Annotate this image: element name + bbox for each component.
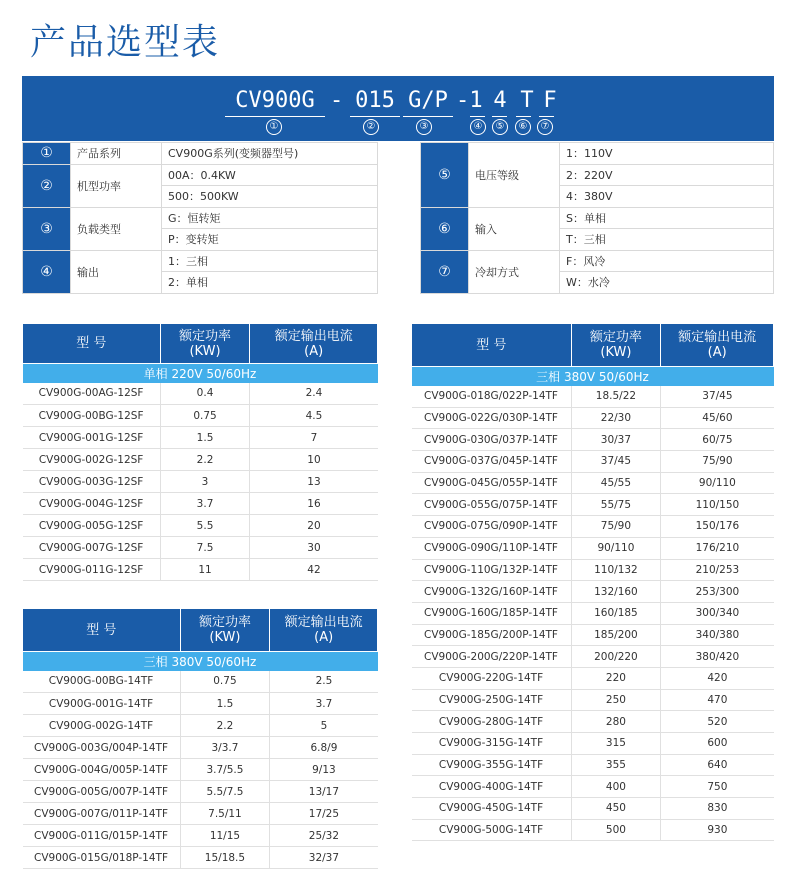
table-cell: 5.5/7.5 — [180, 781, 270, 803]
table-row — [412, 646, 774, 668]
table-subheader: 单相 220V 50/60Hz — [23, 364, 378, 383]
table-row — [412, 776, 774, 798]
table-cell: 75/90 — [661, 451, 774, 473]
table-cell: 420 — [661, 667, 774, 689]
table-row — [412, 581, 774, 603]
column-header-current: 额定输出电流 (A) — [250, 324, 378, 364]
table-cell: 200/220 — [571, 646, 661, 668]
spec-value: P：变转矩 — [162, 229, 378, 251]
table-cell: 7.5 — [160, 537, 250, 559]
table-cell: CV900G-200G/220P-14TF — [412, 646, 572, 668]
model-code-part: T — [520, 88, 534, 113]
table-cell: 45/60 — [661, 407, 774, 429]
single-phase-220v-table — [22, 323, 378, 581]
table-row — [23, 427, 378, 449]
table-cell: CV900G-250G-14TF — [412, 689, 572, 711]
table-row — [412, 429, 774, 451]
page-title: 产品选型表 — [30, 22, 221, 63]
table-cell: 2.5 — [270, 671, 378, 693]
table-cell: CV900G-007G/011P-14TF — [23, 803, 181, 825]
table-cell: CV900G-132G/160P-14TF — [412, 581, 572, 603]
three-phase-380v-table-small — [22, 608, 378, 869]
model-code-part: 4 — [493, 88, 507, 113]
spec-value: G：恒转矩 — [162, 207, 378, 229]
table-cell: 300/340 — [661, 602, 774, 624]
table-cell: CV900G-355G-14TF — [412, 754, 572, 776]
table-row — [23, 405, 378, 427]
table-row — [412, 798, 774, 820]
table-cell: 37/45 — [571, 451, 661, 473]
table-row — [23, 781, 378, 803]
table-cell: 1.5 — [160, 427, 250, 449]
table-row — [23, 737, 378, 759]
table-cell: 400 — [571, 776, 661, 798]
table-cell: 3/3.7 — [180, 737, 270, 759]
spec-label: 输出 — [71, 250, 162, 293]
table-row — [23, 493, 378, 515]
table-cell: CV900G-045G/055P-14TF — [412, 472, 572, 494]
table-cell: 930 — [661, 819, 774, 841]
table-cell: 9/13 — [270, 759, 378, 781]
model-code-part: - — [456, 88, 470, 113]
table-cell: 750 — [661, 776, 774, 798]
table-row — [412, 602, 774, 624]
table-row — [412, 407, 774, 429]
table-cell: 90/110 — [661, 472, 774, 494]
table-cell: CV900G-011G-12SF — [23, 559, 161, 581]
spec-value: 2：单相 — [162, 272, 378, 294]
table-cell: 110/150 — [661, 494, 774, 516]
spec-number: ① — [23, 143, 71, 165]
model-code-underline — [350, 116, 400, 117]
table-cell: 500 — [571, 819, 661, 841]
model-code-marker: ⑥ — [515, 119, 531, 135]
table-cell: CV900G-090G/110P-14TF — [412, 537, 572, 559]
table-cell: CV900G-001G-12SF — [23, 427, 161, 449]
table-row — [23, 715, 378, 737]
table-row — [412, 494, 774, 516]
model-code-underline — [225, 116, 325, 117]
table-cell: 355 — [571, 754, 661, 776]
table-row — [23, 559, 378, 581]
model-code-marker: ⑦ — [537, 119, 553, 135]
table-cell: CV900G-220G-14TF — [412, 667, 572, 689]
table-cell: 7 — [250, 427, 378, 449]
spec-value: T：三相 — [560, 229, 774, 251]
spec-value: F：风冷 — [560, 250, 774, 272]
model-code-part: CV900G — [235, 88, 315, 113]
table-cell: 20 — [250, 515, 378, 537]
table-cell: CV900G-002G-14TF — [23, 715, 181, 737]
table-cell: 600 — [661, 733, 774, 755]
spec-value: 00A：0.4KW — [162, 164, 378, 186]
spec-number: ② — [23, 164, 71, 207]
table-cell: 2.2 — [180, 715, 270, 737]
table-cell: 132/160 — [571, 581, 661, 603]
column-header-power: 额定功率 (KW) — [571, 324, 661, 367]
model-code-underline — [539, 116, 554, 117]
table-cell: 110/132 — [571, 559, 661, 581]
table-row — [23, 803, 378, 825]
table-row — [23, 471, 378, 493]
model-code-part: F — [543, 88, 557, 113]
table-cell: 60/75 — [661, 429, 774, 451]
table-row — [23, 537, 378, 559]
table-cell: 15/18.5 — [180, 847, 270, 869]
table-cell: CV900G-007G-12SF — [23, 537, 161, 559]
spec-label: 电压等级 — [469, 143, 560, 208]
table-subheader: 三相 380V 50/60Hz — [412, 367, 774, 386]
table-row — [23, 383, 378, 405]
table-cell: CV900G-005G/007P-14TF — [23, 781, 181, 803]
model-code-marker: ② — [363, 119, 379, 135]
model-code-part: - — [330, 88, 344, 113]
table-cell: 5 — [270, 715, 378, 737]
table-cell: 250 — [571, 689, 661, 711]
spec-value: CV900G系列(变频器型号) — [162, 143, 378, 165]
table-cell: 22/30 — [571, 407, 661, 429]
table-cell: 13/17 — [270, 781, 378, 803]
table-cell: 30/37 — [571, 429, 661, 451]
table-cell: 3.7 — [270, 693, 378, 715]
table-cell: CV900G-004G-12SF — [23, 493, 161, 515]
table-cell: 7.5/11 — [180, 803, 270, 825]
table-cell: 253/300 — [661, 581, 774, 603]
table-cell: 160/185 — [571, 602, 661, 624]
table-cell: 450 — [571, 798, 661, 820]
table-header-row — [412, 324, 774, 367]
table-cell: 830 — [661, 798, 774, 820]
table-row — [23, 825, 378, 847]
table-cell: 150/176 — [661, 516, 774, 538]
table-cell: 2.4 — [250, 383, 378, 405]
table-cell: CV900G-160G/185P-14TF — [412, 602, 572, 624]
column-header-power: 额定功率 (KW) — [180, 609, 270, 652]
table-cell: 1.5 — [180, 693, 270, 715]
table-row — [412, 472, 774, 494]
table-row — [23, 693, 378, 715]
table-cell: CV900G-280G-14TF — [412, 711, 572, 733]
table-cell: 75/90 — [571, 516, 661, 538]
spec-number: ③ — [23, 207, 71, 250]
table-row — [412, 754, 774, 776]
table-cell: 45/55 — [571, 472, 661, 494]
table-cell: 17/25 — [270, 803, 378, 825]
table-cell: 3.7 — [160, 493, 250, 515]
table-cell: 280 — [571, 711, 661, 733]
model-code-part: 1 — [469, 88, 483, 113]
column-header-model: 型 号 — [23, 609, 181, 652]
table-cell: CV900G-185G/200P-14TF — [412, 624, 572, 646]
table-cell: 0.75 — [180, 671, 270, 693]
table-cell: 42 — [250, 559, 378, 581]
model-code-underline — [403, 116, 453, 117]
table-cell: 4.5 — [250, 405, 378, 427]
table-cell: 2.2 — [160, 449, 250, 471]
table-cell: 3.7/5.5 — [180, 759, 270, 781]
column-header-model: 型 号 — [412, 324, 572, 367]
spec-value: W：水冷 — [560, 272, 774, 294]
table-cell: 210/253 — [661, 559, 774, 581]
column-header-current: 额定输出电流 (A) — [661, 324, 774, 367]
table-cell: CV900G-037G/045P-14TF — [412, 451, 572, 473]
table-row — [412, 689, 774, 711]
model-code-marker: ① — [266, 119, 282, 135]
column-header-power: 额定功率 (KW) — [160, 324, 250, 364]
table-row — [23, 671, 378, 693]
table-cell: 18.5/22 — [571, 386, 661, 408]
table-cell: CV900G-001G-14TF — [23, 693, 181, 715]
table-cell: CV900G-004G/005P-14TF — [23, 759, 181, 781]
spec-label: 输入 — [469, 207, 560, 250]
table-cell: CV900G-022G/030P-14TF — [412, 407, 572, 429]
model-code-part: G/P — [408, 88, 448, 113]
table-cell: 520 — [661, 711, 774, 733]
table-row — [23, 847, 378, 869]
model-code-underline — [516, 116, 531, 117]
table-cell: 11 — [160, 559, 250, 581]
model-code-underline — [470, 116, 485, 117]
table-cell: 30 — [250, 537, 378, 559]
table-cell: 90/110 — [571, 537, 661, 559]
table-cell: CV900G-003G/004P-14TF — [23, 737, 181, 759]
table-row — [412, 386, 774, 408]
table-cell: 5.5 — [160, 515, 250, 537]
table-row — [412, 711, 774, 733]
table-cell: CV900G-500G-14TF — [412, 819, 572, 841]
column-header-model: 型 号 — [23, 324, 161, 364]
table-cell: CV900G-018G/022P-14TF — [412, 386, 572, 408]
table-cell: 11/15 — [180, 825, 270, 847]
table-cell: 380/420 — [661, 646, 774, 668]
three-phase-380v-table-large — [411, 323, 774, 841]
table-cell: CV900G-075G/090P-14TF — [412, 516, 572, 538]
table-cell: 32/37 — [270, 847, 378, 869]
table-cell: 640 — [661, 754, 774, 776]
table-cell: 315 — [571, 733, 661, 755]
table-cell: 3 — [160, 471, 250, 493]
table-cell: 0.4 — [160, 383, 250, 405]
spec-number: ④ — [23, 250, 71, 293]
table-cell: CV900G-400G-14TF — [412, 776, 572, 798]
spec-value: 4：380V — [560, 186, 774, 208]
model-code-marker: ③ — [416, 119, 432, 135]
table-cell: 16 — [250, 493, 378, 515]
table-row — [412, 516, 774, 538]
table-cell: CV900G-030G/037P-14TF — [412, 429, 572, 451]
table-cell: CV900G-00BG-14TF — [23, 671, 181, 693]
spec-label: 机型功率 — [71, 164, 162, 207]
table-cell: 25/32 — [270, 825, 378, 847]
table-cell: CV900G-00AG-12SF — [23, 383, 161, 405]
table-cell: 6.8/9 — [270, 737, 378, 759]
spec-value: 1：三相 — [162, 250, 378, 272]
spec-value: 500：500KW — [162, 186, 378, 208]
table-cell: 220 — [571, 667, 661, 689]
spec-number: ⑦ — [421, 250, 469, 293]
table-row — [23, 759, 378, 781]
table-row — [412, 451, 774, 473]
table-row — [412, 624, 774, 646]
table-row — [23, 449, 378, 471]
spec-value: S：单相 — [560, 207, 774, 229]
table-row — [412, 559, 774, 581]
table-cell: 470 — [661, 689, 774, 711]
table-cell: 185/200 — [571, 624, 661, 646]
table-header-row — [23, 609, 378, 652]
table-cell: 340/380 — [661, 624, 774, 646]
model-code-marker: ④ — [470, 119, 486, 135]
spec-number: ⑤ — [421, 143, 469, 208]
model-code-marker: ⑤ — [492, 119, 508, 135]
table-cell: 13 — [250, 471, 378, 493]
table-cell: CV900G-315G-14TF — [412, 733, 572, 755]
spec-table-right — [420, 142, 774, 294]
model-code-underline — [492, 116, 507, 117]
table-cell: 176/210 — [661, 537, 774, 559]
table-cell: 10 — [250, 449, 378, 471]
model-code-part: 015 — [355, 88, 395, 113]
table-header-row — [23, 324, 378, 364]
table-cell: CV900G-110G/132P-14TF — [412, 559, 572, 581]
table-cell: CV900G-015G/018P-14TF — [23, 847, 181, 869]
table-cell: 37/45 — [661, 386, 774, 408]
spec-label: 产品系列 — [71, 143, 162, 165]
table-subheader: 三相 380V 50/60Hz — [23, 652, 378, 671]
spec-value: 2：220V — [560, 164, 774, 186]
spec-label: 负载类型 — [71, 207, 162, 250]
table-cell: CV900G-011G/015P-14TF — [23, 825, 181, 847]
spec-label: 冷却方式 — [469, 250, 560, 293]
table-row — [23, 515, 378, 537]
table-row — [412, 819, 774, 841]
table-cell: CV900G-00BG-12SF — [23, 405, 161, 427]
table-cell: CV900G-005G-12SF — [23, 515, 161, 537]
table-row — [412, 667, 774, 689]
table-row — [412, 537, 774, 559]
table-cell: 55/75 — [571, 494, 661, 516]
column-header-current: 额定输出电流 (A) — [270, 609, 378, 652]
table-cell: CV900G-002G-12SF — [23, 449, 161, 471]
spec-value: 1：110V — [560, 143, 774, 165]
table-cell: CV900G-003G-12SF — [23, 471, 161, 493]
spec-number: ⑥ — [421, 207, 469, 250]
spec-table-left — [22, 142, 378, 294]
table-cell: CV900G-450G-14TF — [412, 798, 572, 820]
table-cell: 0.75 — [160, 405, 250, 427]
table-cell: CV900G-055G/075P-14TF — [412, 494, 572, 516]
table-row — [412, 733, 774, 755]
